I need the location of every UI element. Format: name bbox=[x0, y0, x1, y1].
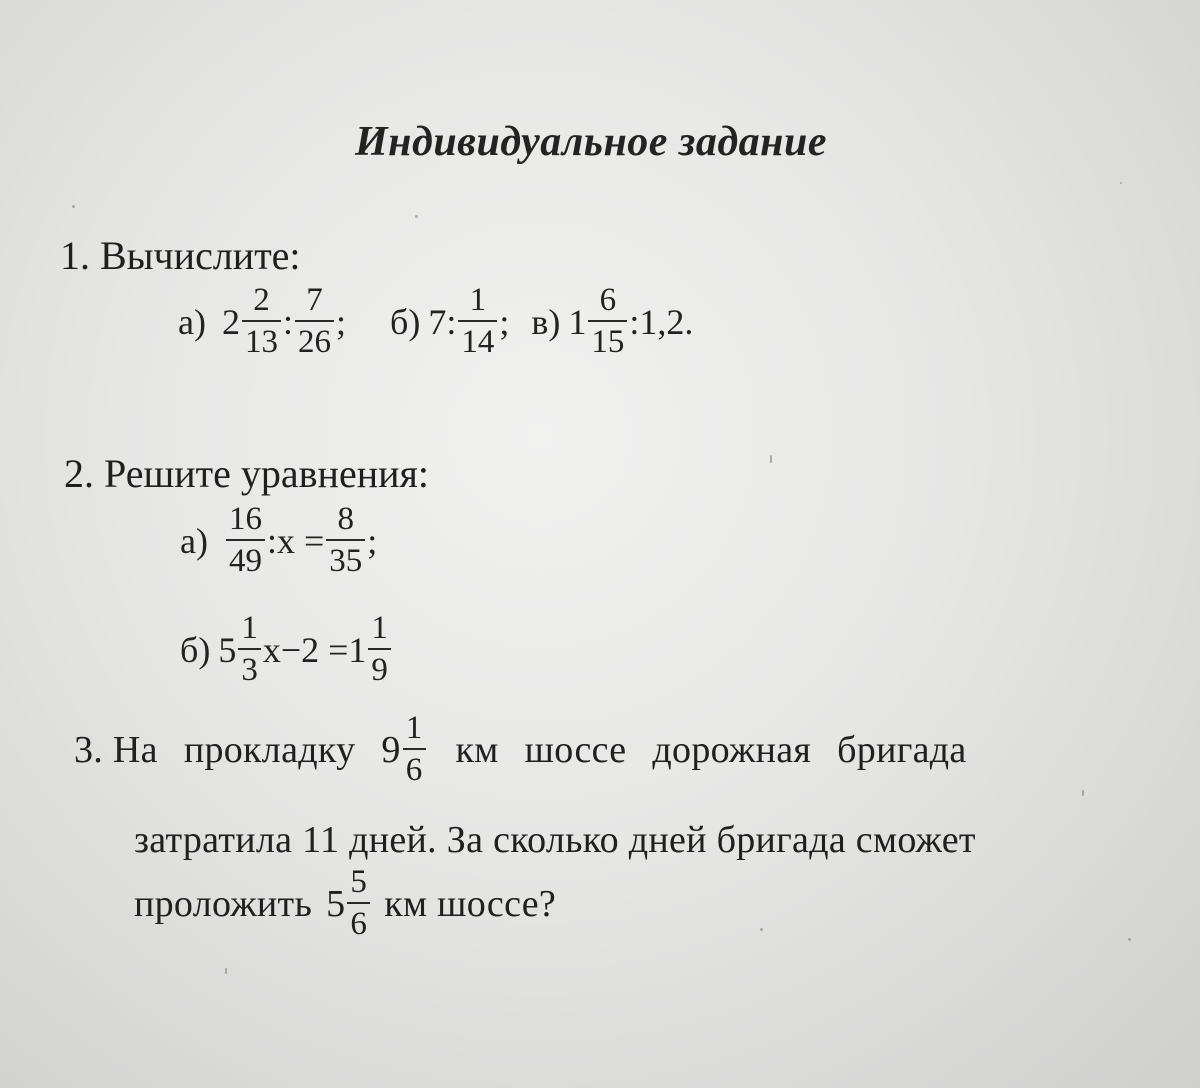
task1a-fraction2 bbox=[295, 284, 334, 359]
dust-speck bbox=[415, 215, 418, 218]
task3-word: км bbox=[455, 728, 499, 771]
fraction-denominator: 13 bbox=[244, 324, 278, 360]
dust-speck bbox=[760, 928, 763, 931]
fraction-denominator: 6 bbox=[405, 752, 423, 788]
fraction-numerator: 5 bbox=[350, 864, 368, 900]
page-title: Индивидуальное задание bbox=[355, 119, 827, 165]
task2-heading: 2. Решите уравнения: bbox=[64, 451, 430, 496]
fraction-bar bbox=[368, 648, 391, 650]
fraction-bar bbox=[238, 648, 261, 650]
task1c-label: в) bbox=[531, 301, 561, 342]
task3-word: бригада bbox=[837, 728, 967, 771]
task2b-fraction2 bbox=[368, 612, 391, 687]
task1-expressions bbox=[178, 284, 693, 359]
fraction-denominator: 9 bbox=[371, 652, 388, 688]
dust-speck bbox=[1128, 938, 1131, 941]
fraction-denominator: 49 bbox=[228, 543, 262, 579]
task2a-equation bbox=[180, 503, 377, 578]
task1a-fraction1 bbox=[242, 284, 281, 359]
fraction-numerator: 1 bbox=[371, 610, 388, 646]
dust-speck bbox=[225, 968, 227, 974]
task1b-label: б) bbox=[390, 301, 421, 342]
task2a-fraction2 bbox=[326, 503, 365, 578]
dust-speck bbox=[770, 455, 772, 463]
fraction-bar bbox=[458, 320, 497, 322]
dust-speck bbox=[72, 205, 75, 208]
task3-word: прокладку bbox=[183, 728, 356, 771]
fraction-denominator: 3 bbox=[241, 652, 258, 688]
fraction-numerator: 16 bbox=[228, 501, 262, 537]
task3-word: дорожная bbox=[652, 728, 812, 771]
fraction-bar bbox=[295, 320, 334, 322]
task2b-equation bbox=[180, 612, 393, 687]
fraction-denominator: 15 bbox=[591, 324, 625, 360]
fraction-denominator: 26 bbox=[297, 324, 331, 360]
task1c-whole: 1 bbox=[568, 301, 587, 342]
fraction-denominator: 35 bbox=[329, 543, 363, 579]
task2a-end: ; bbox=[367, 520, 378, 561]
fraction-bar bbox=[588, 320, 627, 322]
task1b-end: ; bbox=[499, 301, 510, 342]
fraction-numerator: 7 bbox=[306, 282, 323, 318]
fraction-numerator: 2 bbox=[253, 282, 270, 318]
task2a-fraction1 bbox=[226, 503, 265, 578]
task3-whole2: 5 bbox=[326, 882, 346, 925]
fraction-bar bbox=[226, 539, 265, 541]
task3-line1 bbox=[74, 712, 967, 787]
fraction-numerator: 6 bbox=[599, 282, 617, 318]
fraction-numerator: 1 bbox=[405, 710, 423, 746]
task3-line3-end: км шоссе? bbox=[384, 882, 557, 925]
fraction-bar bbox=[326, 539, 365, 541]
task1b-fraction bbox=[458, 284, 497, 359]
fraction-numerator: 1 bbox=[469, 282, 487, 318]
dust-speck bbox=[1082, 790, 1084, 796]
task3-start: 3. На bbox=[74, 728, 158, 771]
task3-word: шоссе bbox=[524, 728, 627, 771]
task3-line2: затратила 11 дней. За сколько дней бригада сможет bbox=[134, 819, 976, 861]
fraction-denominator: 14 bbox=[461, 324, 495, 360]
fraction-bar bbox=[403, 748, 426, 750]
fraction-denominator: 6 bbox=[350, 906, 368, 942]
task3-fraction2 bbox=[347, 866, 370, 941]
task1a-op: : bbox=[282, 301, 293, 342]
dust-speck bbox=[1120, 182, 1122, 184]
fraction-numerator: 1 bbox=[241, 610, 258, 646]
task2b-mid: x−2 =1 bbox=[262, 629, 367, 670]
task2b-whole: 5 bbox=[218, 629, 237, 670]
task1c-fraction bbox=[588, 284, 627, 359]
task1a-whole: 2 bbox=[221, 301, 240, 342]
task1-heading: 1. Вычислите: bbox=[60, 233, 301, 278]
task3-whole1: 9 bbox=[381, 728, 401, 771]
task3-line3 bbox=[134, 866, 556, 941]
fraction-numerator: 8 bbox=[337, 501, 355, 537]
task2b-fraction1 bbox=[238, 612, 261, 687]
task1a-label: а) bbox=[178, 301, 206, 342]
task3-fraction1 bbox=[403, 712, 426, 787]
task3-line3-start: проложить bbox=[134, 882, 313, 925]
fraction-bar bbox=[242, 320, 281, 322]
task2b-label: б) bbox=[180, 629, 211, 670]
task1c-tail: :1,2. bbox=[629, 301, 694, 342]
task1b-op: : bbox=[446, 301, 457, 342]
task1a-end: ; bbox=[335, 301, 346, 342]
task2a-label: а) bbox=[180, 520, 208, 561]
fraction-bar bbox=[347, 902, 370, 904]
task1b-whole: 7 bbox=[428, 301, 447, 342]
task2a-mid: :x = bbox=[266, 520, 325, 561]
